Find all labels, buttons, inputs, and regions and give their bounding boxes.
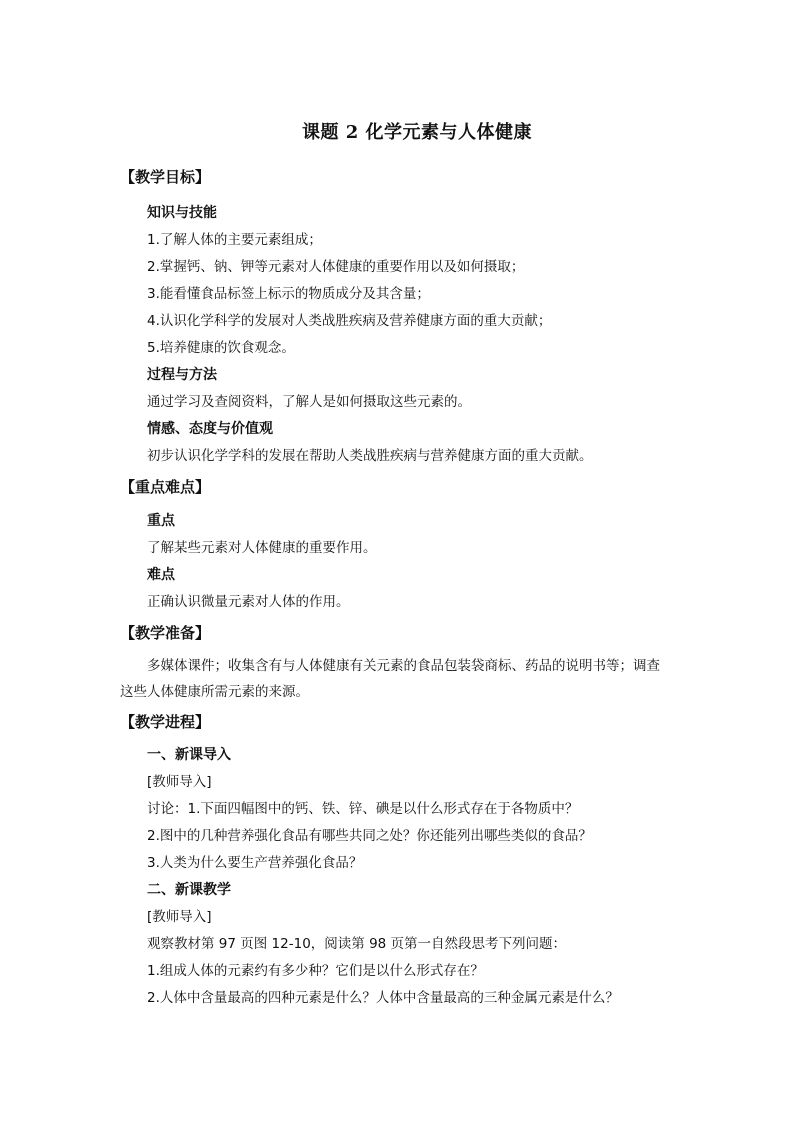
subheading-difficult: 难点 xyxy=(147,567,175,583)
goal-item: 3.能看懂食品标签上标示的物质成分及其含量； xyxy=(147,286,430,302)
discussion-item: 讨论：1.下面四幅图中的钙、铁、锌、碘是以什么形式存在于各物质中？ xyxy=(147,801,579,817)
lesson-item: 2.人体中含量最高的四种元素是什么？人体中含量最高的三种金属元素是什么？ xyxy=(147,990,619,1006)
subheading-key: 重点 xyxy=(147,513,175,529)
goal-item: 2.掌握钙、钠、钾等元素对人体健康的重要作用以及如何摄取； xyxy=(147,259,525,275)
preparation-text-line1: 多媒体课件；收集含有与人体健康有关元素的食品包装袋商标、药品的说明书等；调查 xyxy=(147,658,660,674)
section-heading-process: 【教学进程】 xyxy=(120,713,211,731)
difficult-text: 正确认识微量元素对人体的作用。 xyxy=(147,594,350,610)
preparation-text-line2: 这些人体健康所需元素的来源。 xyxy=(120,684,309,700)
section-heading-preparation: 【教学准备】 xyxy=(120,624,211,642)
process-text: 通过学习及查阅资料，了解人是如何摄取这些元素的。 xyxy=(147,394,471,410)
lesson-item: 观察教材第 97 页图 12-10，阅读第 98 页第一自然段思考下列问题： xyxy=(147,936,567,952)
lesson-item: 1.组成人体的元素约有多少种？它们是以什么形式存在？ xyxy=(147,963,484,979)
subheading-new-lesson: 二、新课教学 xyxy=(147,882,231,898)
section-heading-key-points: 【重点难点】 xyxy=(120,478,211,496)
goal-item: 1.了解人体的主要元素组成； xyxy=(147,232,322,248)
page-title: 课题 2 化学元素与人体健康 xyxy=(301,122,533,143)
subheading-intro: 一、新课导入 xyxy=(147,747,231,763)
subheading-knowledge-skills: 知识与技能 xyxy=(147,205,217,221)
subheading-process-methods: 过程与方法 xyxy=(147,367,217,383)
attitude-text: 初步认识化学学科的发展在帮助人类战胜疾病与营养健康方面的重大贡献。 xyxy=(147,448,593,464)
discussion-item: 3.人类为什么要生产营养强化食品？ xyxy=(147,855,363,871)
section-heading-teaching-goals: 【教学目标】 xyxy=(120,168,211,186)
subheading-attitude-values: 情感、态度与价值观 xyxy=(147,421,273,437)
teacher-intro-label: [教师导入] xyxy=(147,909,212,925)
discussion-item: 2.图中的几种营养强化食品有哪些共同之处？你还能列出哪些类似的食品？ xyxy=(147,828,592,844)
teacher-intro-label: [教师导入] xyxy=(147,774,212,790)
goal-item: 4.认识化学科学的发展对人类战胜疾病及营养健康方面的重大贡献； xyxy=(147,313,552,329)
goal-item: 5.培养健康的饮食观念。 xyxy=(147,340,295,356)
key-text: 了解某些元素对人体健康的重要作用。 xyxy=(147,540,377,556)
